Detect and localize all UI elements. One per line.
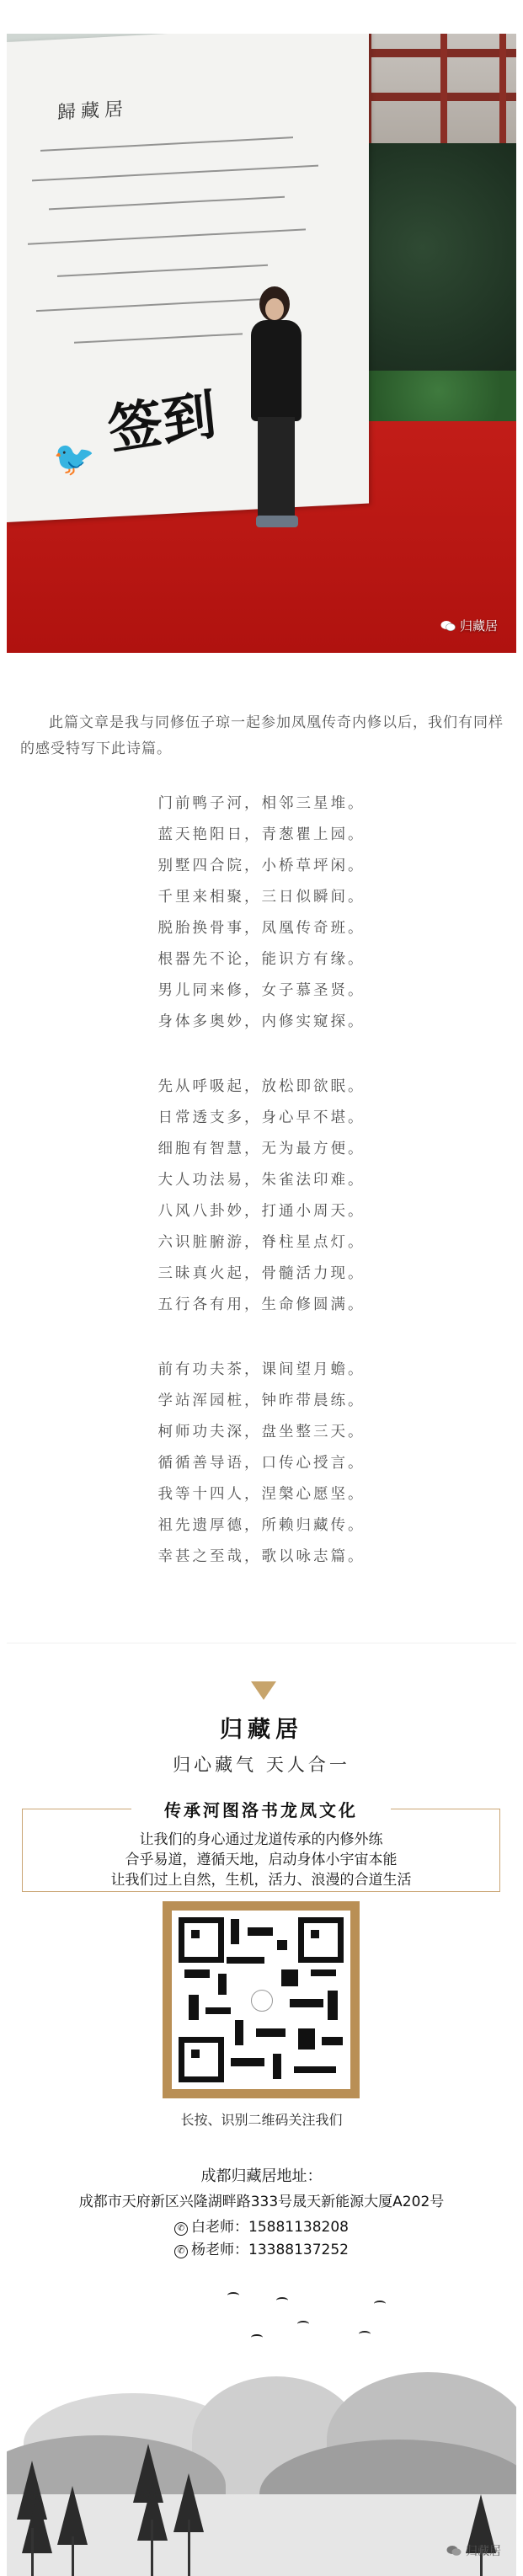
poem-line: 大人功法易，朱雀法印难。 — [157, 1172, 366, 1189]
triangle-icon — [251, 1681, 276, 1700]
contact-yang[interactable] — [7, 2237, 516, 2258]
poem-line: 三昧真火起，骨髓活力现。 — [157, 1265, 366, 1282]
mission-line: 让我们过上自然，生机，活力、浪漫的合道生活 — [110, 1872, 412, 1889]
poem-line: 学站浑园桩，钟昨带晨练。 — [157, 1392, 366, 1409]
footer-card — [7, 1643, 516, 2576]
birds-flock — [7, 2292, 516, 2385]
footer-watermark-text: 归藏居 — [466, 2545, 501, 2558]
photo-watermark-text: 归藏居 — [459, 618, 498, 633]
brand-slogan: 归心藏气 天人合一 — [173, 1755, 350, 1775]
mission-heading: 传承河图洛书龙凤文化 — [164, 1800, 358, 1820]
board-calligraphy: 签到 — [105, 382, 220, 462]
phone-icon: ✆ — [174, 2245, 188, 2258]
intro-paragraph: 此篇文章是我与同修伍子琼一起参加凤凰传奇内修以后，我们有同样的感受特写下此诗篇。 — [20, 714, 504, 757]
signature-board — [7, 34, 369, 522]
mission-line: 合乎易道，遵循天地，启动身体小宇宙本能 — [125, 1852, 398, 1868]
qr-logo-icon — [251, 1990, 273, 2012]
poem-line: 五行各有用，生命修圆满。 — [157, 1296, 366, 1313]
poem-line: 前有功夫茶，课间望月蟾。 — [157, 1361, 366, 1378]
poem-line: 脱胎换骨事，凤凰传奇班。 — [157, 920, 366, 937]
contact-label: 白老师：15881138208 — [191, 2219, 349, 2236]
person-figure — [243, 286, 310, 531]
footer-watermark — [446, 2542, 501, 2559]
wechat-icon — [446, 2545, 462, 2557]
brand-name: 归藏居 — [220, 1717, 303, 1743]
poem-line: 先从呼吸起，放松即欲眠。 — [157, 1078, 366, 1095]
poem — [0, 788, 523, 1573]
poem-line: 日常透支多，身心早不堪。 — [157, 1109, 366, 1126]
contact-bai[interactable] — [7, 2215, 516, 2236]
poem-stanza-2 — [0, 1072, 523, 1321]
poem-line: 身体多奥妙，内修实窥探。 — [157, 1013, 366, 1030]
poem-stanza-1 — [0, 788, 523, 1038]
poem-line: 祖先遗厚德，所赖归藏传。 — [157, 1517, 366, 1534]
poem-line: 蓝天艳阳日，青葱瞿上园。 — [157, 826, 366, 843]
photo-trees — [360, 143, 516, 404]
contact-label: 杨老师：13388137252 — [191, 2242, 349, 2258]
address-title: 成都归藏居地址： — [200, 2167, 323, 2185]
poem-line: 循循善导语，口传心授言。 — [157, 1455, 366, 1472]
poem-stanza-3 — [0, 1355, 523, 1573]
event-photo[interactable] — [7, 34, 516, 653]
ink-bird-icon: 🐦 — [53, 438, 95, 480]
address-text: 成都市天府新区兴隆湖畔路333号晟天新能源大厦A202号 — [78, 2194, 445, 2210]
mission-box — [22, 1793, 500, 1893]
poem-line: 门前鸭子河，相邻三星堆。 — [157, 795, 366, 812]
mission-line: 让我们的身心通过龙道传承的内修外练 — [139, 1831, 383, 1848]
poem-line: 我等十四人，涅槃心愿坚。 — [157, 1486, 366, 1503]
poem-line: 幸甚之至哉，歌以咏志篇。 — [157, 1548, 366, 1565]
wechat-icon — [440, 620, 456, 632]
qr-code[interactable] — [163, 1901, 360, 2098]
poem-line: 男儿同来修，女子慕圣贤。 — [157, 982, 366, 999]
phone-icon: ✆ — [174, 2222, 188, 2236]
poem-line: 细胞有智慧，无为最方便。 — [157, 1141, 366, 1157]
poem-line: 柯师功夫深，盘坐整三天。 — [157, 1424, 366, 1440]
poem-line: 别墅四合院，小桥草坪闲。 — [157, 858, 366, 874]
poem-line: 千里来相聚，三日似瞬间。 — [157, 889, 366, 906]
poem-line: 根器先不论，能识方有缘。 — [157, 951, 366, 968]
ink-landscape — [7, 2292, 516, 2576]
poem-line: 八风八卦妙，打通小周天。 — [157, 1203, 366, 1220]
poem-line: 六识脏腑游，脊柱星点灯。 — [157, 1234, 366, 1251]
qr-caption: 长按、识别二维码关注我们 — [180, 2112, 343, 2128]
board-banner: 歸藏居 — [57, 99, 129, 124]
photo-watermark — [440, 617, 498, 634]
